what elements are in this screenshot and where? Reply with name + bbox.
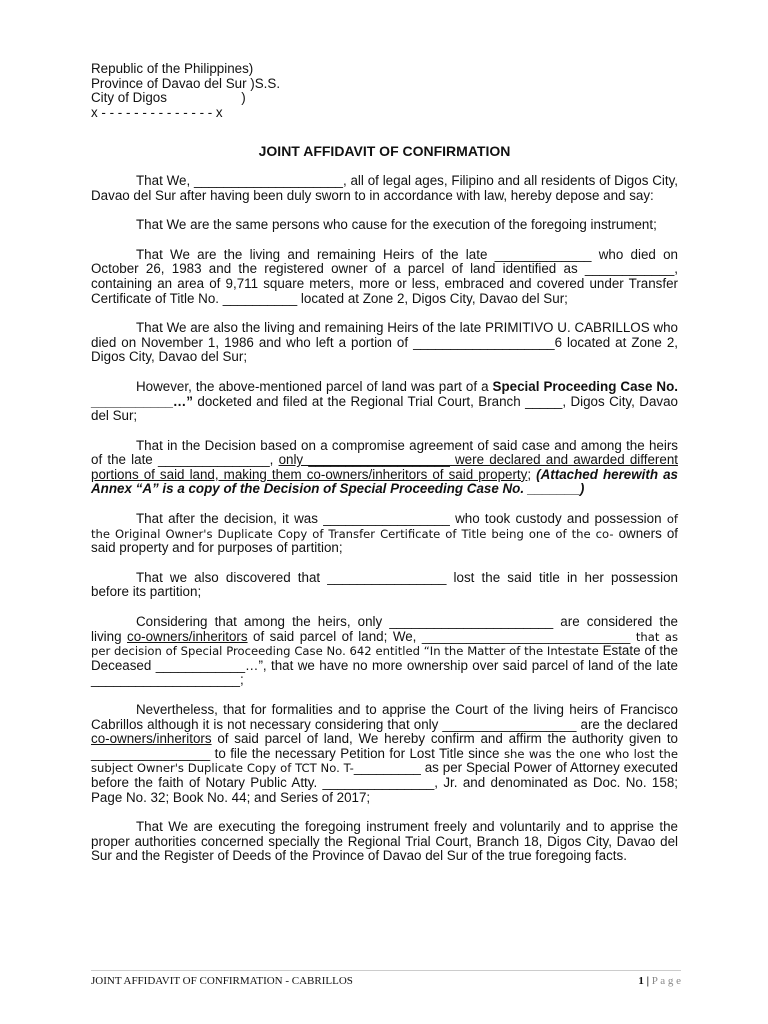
paragraph [91,512,678,556]
underlined-text: co-owners/inheritors [91,731,212,747]
text-run: of the Original Owner's Duplicate Copy of Transfer Certificate of Title being one of the co- [91,512,678,541]
text-run: Estate of the Deceased ____________…”, that we have no more ownership over said parcel of land of the late ____________________; [91,643,678,688]
document-title: JOINT AFFIDAVIT OF CONFIRMATION [258,143,511,160]
text-run: that as per decision of Special Proceeding Case No. 642 entitled “In the Matter of the Intestate [91,629,678,659]
text-run: ; [527,466,537,482]
paragraph [91,439,678,497]
page-number-value: 1 | [638,975,652,987]
text-run: owners of said property and for purposes of partition; [91,525,678,556]
venue-line: x - - - - - - - - - - - - - - x [91,104,223,120]
venue-line: Province of Davao del Sur )S.S. [91,75,281,91]
page-footer [91,970,681,989]
text-run: However, the above-mentioned parcel of land was part of a [136,378,493,394]
page-word: P a g e [651,975,681,987]
venue-line: Republic of the Philippines) [91,61,254,76]
underlined-text: only ___________________ were declared and awarded different portions of said land, making them co-owners/inheritors of said property [91,452,678,482]
text-run: of said parcel of land; We, ____________________________ [247,628,636,644]
text-run: Nevertheless, that for formalities and to apprise the Court of the living heirs of Francisco Cabrillos although it is not necessary considering that only __________________ are the declared [91,702,678,732]
text-run: _________ as per Special Power of Attorney executed before the faith of Notary Public Atty. _______________, Jr. and denominated as Doc. No. 158; Page No. 32; Book No. 44; and Series of 2017; [91,760,678,805]
paragraph: That We are the same persons who cause for the execution of the foregoing instrument; [136,217,657,233]
paragraph [91,380,678,424]
paragraph: That we also discovered that ________________ lost the said title in her possession before its partition; [91,569,678,600]
paragraph [91,615,678,688]
page-number [638,974,681,989]
footer-title: JOINT AFFIDAVIT OF CONFIRMATION - CABRILLOS [91,975,353,987]
paragraph: That We, ____________________, all of legal ages, Filipino and all residents of Digos City, Davao del Sur after having been duly sworn to in accordance with law, hereby depose and say: [91,172,678,203]
venue-line: City of Digos ) [91,90,246,106]
annex-note: (Attached herewith as Annex “A” is a copy of the Decision of Special Proceeding Case No. _______) [91,466,678,497]
venue-block [91,62,678,120]
text-run: of said parcel of land, We hereby confirm and affirm the authority given to ________________ to file the necessary Petition for Lost Title since [91,731,678,761]
text-run: That after the decision, it was _________________ who took custody and possession [136,511,667,527]
text-run: Considering that among the heirs, only ______________________ are considered the living [91,614,678,644]
paragraph: That We are executing the foregoing instrument freely and voluntarily and to apprise the proper authorities concerned specially the Regional Trial Court, Branch 18, Digos City, Davao del Sur and the Register of Deeds of the Province of Davao del Sur of the true foregoing facts. [91,819,678,864]
paragraph: That We are the living and remaining Heirs of the late _____________ who died on October 26, 1983 and the registered owner of a parcel of land identified as ____________, containing an area of 9,711 square meters, more or less, embraced and covered under Transfer Certificate of Title No. __________ located at Zone 2, Digos City, Davao del Sur; [91,246,678,306]
paragraph [91,703,678,805]
paragraph: That We are also the living and remaining Heirs of the late PRIMITIVO U. CABRILLOS who died on November 1, 1986 and who left a portion of ___________________6 located at Zone 2, Digos City, Davao del Sur; [91,320,678,365]
case-number: Special Proceeding Case No. ___________…” [91,378,678,409]
document-page [91,62,678,879]
text-run: docketed and filed at the Regional Trial Court, Branch _____, Digos City, Davao del Sur; [91,393,678,424]
text-run: That in the Decision based on a compromise agreement of said case and among the heirs of the late _______________, [91,437,678,468]
underlined-text: co-owners/inheritors [127,628,248,644]
text-run: she was the one who lost the subject Owner's Duplicate Copy of TCT No. T- [91,746,678,776]
